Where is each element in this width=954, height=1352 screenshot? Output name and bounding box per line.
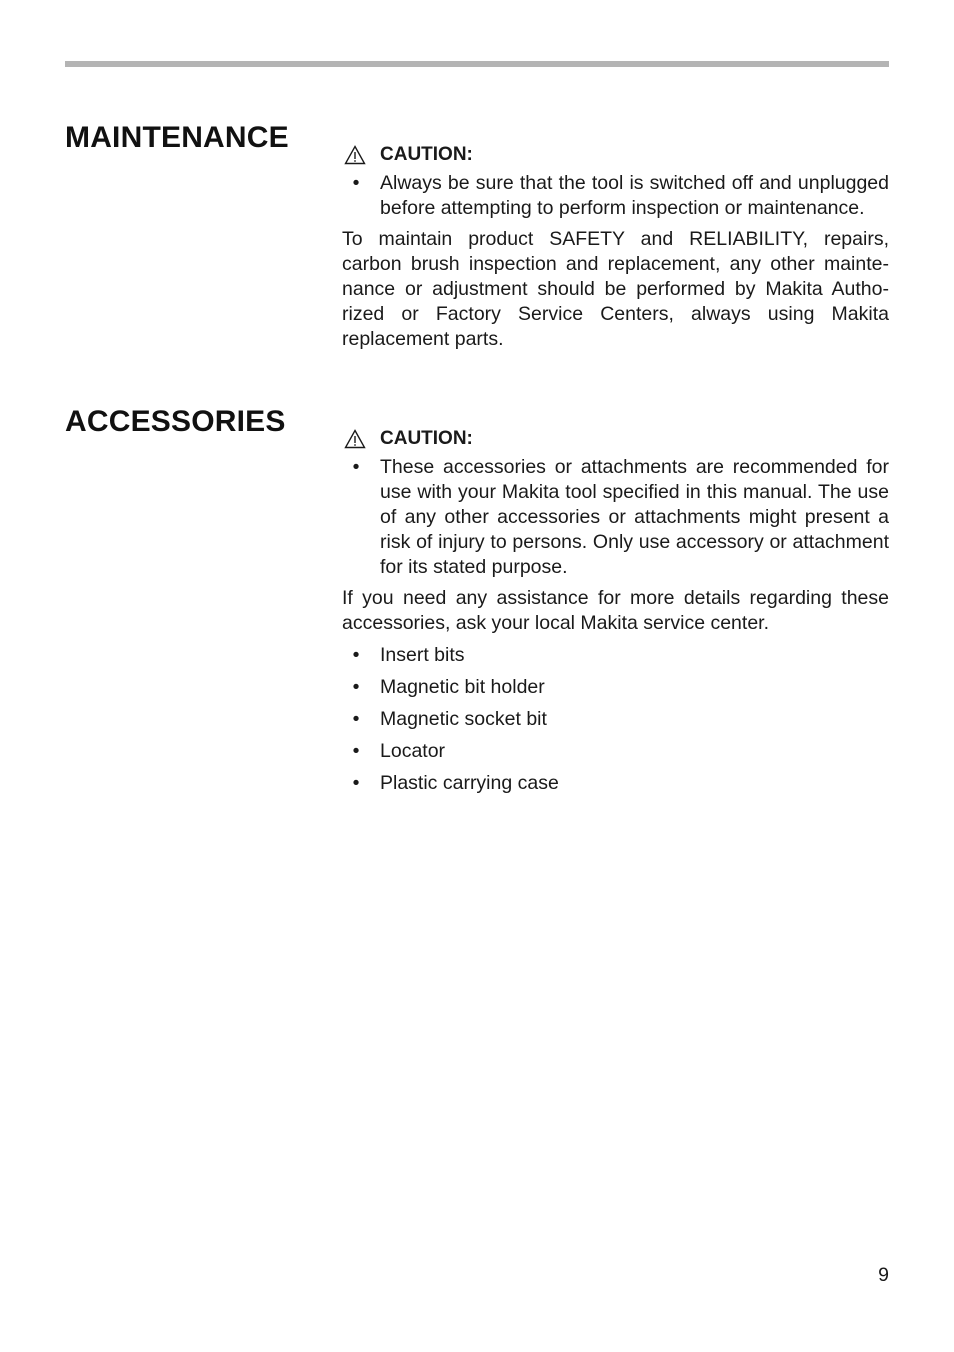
bullet-icon: •: [352, 708, 360, 730]
bullet-icon: •: [352, 676, 360, 698]
maintenance-caution-text: Always be sure that the tool is switched off and unplugged before attempting to perform inspection or maintenance.: [380, 172, 889, 219]
list-item: [342, 675, 889, 700]
accessories-caution-label: CAUTION:: [380, 428, 473, 449]
list-item-label: Insert bits: [380, 644, 465, 666]
accessories-caution: [342, 426, 889, 451]
list-item-label: Locator: [380, 740, 446, 762]
list-item-label: Plastic carrying case: [380, 772, 559, 794]
maintenance-caution-label: CAUTION:: [380, 144, 473, 165]
list-item: [342, 643, 889, 668]
maintenance-heading: MAINTENANCE: [65, 121, 289, 154]
bullet-icon: •: [352, 740, 360, 762]
warning-triangle-icon: [344, 429, 366, 449]
list-item: [342, 707, 889, 732]
bullet-icon: •: [352, 772, 360, 794]
list-item-label: Magnetic bit holder: [380, 676, 545, 698]
maintenance-caution: [342, 142, 889, 167]
warning-triangle-icon: [344, 145, 366, 165]
bullet-icon: •: [352, 172, 360, 194]
list-item: [342, 771, 889, 796]
top-rule: [65, 61, 889, 67]
bullet-icon: •: [352, 456, 360, 478]
accessories-paragraph: If you need any assistance for more details regarding these accessories, ask your local Makita service center.: [342, 587, 889, 634]
maintenance-caution-bullet: [342, 171, 889, 221]
accessories-body: [342, 426, 889, 803]
accessories-caution-text: These accessories or attachments are recommended for use with your Makita tool specified in this manual. The use of any other accessories or attachments might present a risk of injury to persons. Only use accessory or attachment for its stated purpose.: [380, 456, 889, 578]
bullet-icon: •: [352, 644, 360, 666]
list-item: [342, 739, 889, 764]
list-item-label: Magnetic socket bit: [380, 708, 547, 730]
accessories-list: [342, 643, 889, 796]
maintenance-paragraph: To maintain product SAFETY and RELIABILITY, repairs, carbon brush inspection and replacement, any other mainte-nance or adjustment should be performed by Makita Autho-rized or Factory Service Centers, always using Makita replacement parts.: [342, 228, 889, 350]
accessories-heading: ACCESSORIES: [65, 405, 286, 438]
maintenance-body: [342, 142, 889, 352]
page-number: 9: [878, 1264, 889, 1286]
accessories-caution-bullet: [342, 455, 889, 580]
